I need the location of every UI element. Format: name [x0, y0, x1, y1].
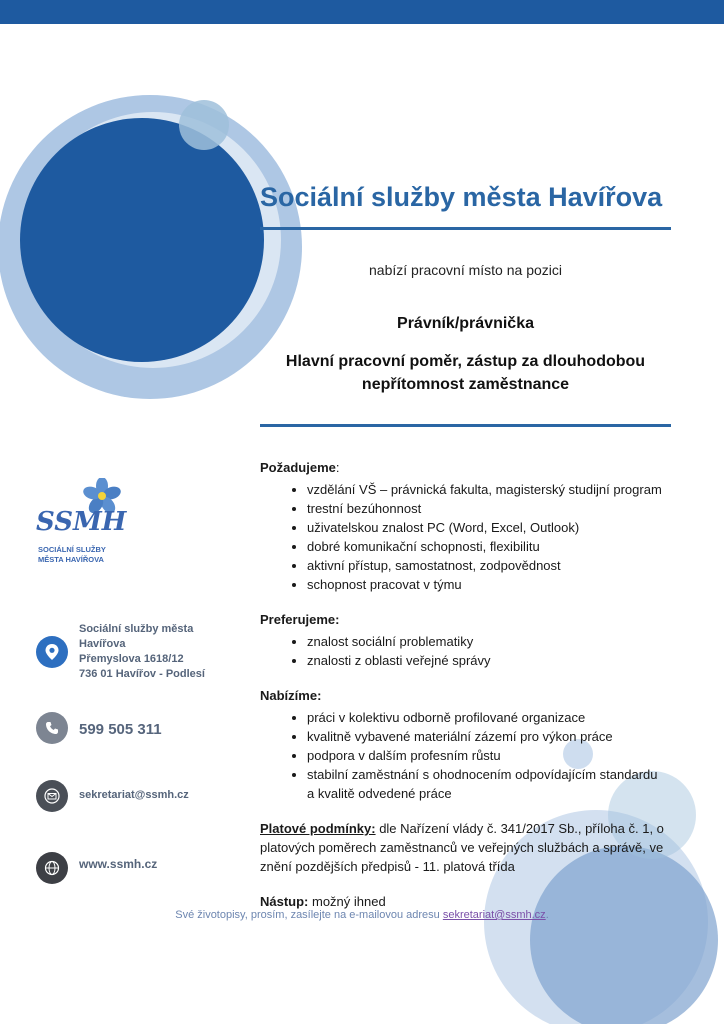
globe-icon [36, 852, 68, 884]
title-divider [260, 227, 671, 230]
address-text: Sociální služby města Havířova Přemyslova 1618/12 736 01 Havířov - Podlesí [79, 623, 205, 680]
salary-label: Platové podmínky: [260, 821, 376, 836]
location-pin-icon [36, 636, 68, 668]
envelope-icon [36, 780, 68, 812]
list-item: • znalosti z oblasti veřejné správy [307, 651, 680, 670]
list-item: • uživatelskou znalost PC (Word, Excel, Outlook) [307, 518, 680, 537]
company-title: Sociální služby města Havířova [260, 182, 663, 212]
offers-list [260, 708, 680, 803]
list-item: • kvalitně vybavené materiální zázemí pro výkon práce [307, 727, 680, 746]
list-item: • stabilní zaměstnání s ohodnocením odpovídajícím standardu a kvalitě odvedené práce [307, 765, 680, 803]
logo-graphic [34, 478, 134, 568]
website-link[interactable]: www.ssmh.cz [79, 857, 158, 871]
preferences-list [260, 632, 680, 670]
deco-circle-dark [20, 118, 264, 362]
offers-heading: Nabízíme: [260, 688, 322, 703]
offer-intro: nabízí pracovní místo na pozici [369, 262, 562, 278]
ssmh-logo [34, 478, 134, 568]
requirements-section [260, 458, 680, 594]
list-item: • trestní bezúhonnost [307, 499, 680, 518]
list-item: • aktivní přístup, samostatnost, zodpovědnost [307, 556, 680, 575]
start-label: Nástup: [260, 894, 309, 909]
logo-line1: SOCIÁLNÍ SLUŽBY [38, 545, 106, 554]
footer-email-link[interactable]: sekretariat@ssmh.cz [442, 909, 546, 921]
logo-letters: SSMH [36, 507, 127, 537]
employment-type-text: Hlavní pracovní poměr, zástup za dlouhodobou nepřítomnost zaměstnance [285, 353, 646, 393]
deco-circle-small [179, 100, 229, 150]
employment-type [260, 350, 671, 396]
job-details [260, 458, 680, 927]
logo-line2: MĚSTA HAVÍŘOVA [38, 555, 104, 564]
salary-text: dle Nařízení vlády č. 341/2017 Sb., příloha č. 1, o platových poměrech zaměstnanců ve veřejných službách a správě, ve znění pozdějších předpisů - 11. platová třída [260, 821, 664, 874]
requirements-heading: Požadujeme: [260, 460, 340, 475]
requirements-list [260, 480, 680, 594]
footer-note-text: Své životopisy, prosím, zasílejte na e-mailovou adresu [175, 909, 443, 921]
list-item: • práci v kolektivu odborně profilované organizace [307, 708, 680, 727]
list-item: • schopnost pracovat v týmu [307, 575, 680, 594]
preferences-heading: Preferujeme: [260, 612, 340, 627]
phone-number[interactable]: 599 505 311 [79, 721, 162, 738]
footer-note: Své životopisy, prosím, zasílejte na e-mailovou adresu sekretariat@ssmh.cz. [175, 909, 549, 921]
list-item: • znalost sociální problematiky [307, 632, 680, 651]
salary-section [260, 819, 670, 876]
position-title: Právník/právnička [397, 315, 534, 332]
list-item: • podpora v dalším profesním růstu [307, 746, 680, 765]
phone-icon [36, 712, 68, 744]
list-item: • vzdělání VŠ – právnická fakulta, magisterský studijní program [307, 480, 680, 499]
start-text: možný ihned [308, 894, 386, 909]
header-divider [260, 424, 671, 427]
list-item: • dobré komunikační schopnosti, flexibilitu [307, 537, 680, 556]
offers-section [260, 686, 680, 803]
email-link[interactable]: sekretariat@ssmh.cz [79, 789, 189, 801]
preferences-section [260, 610, 680, 670]
